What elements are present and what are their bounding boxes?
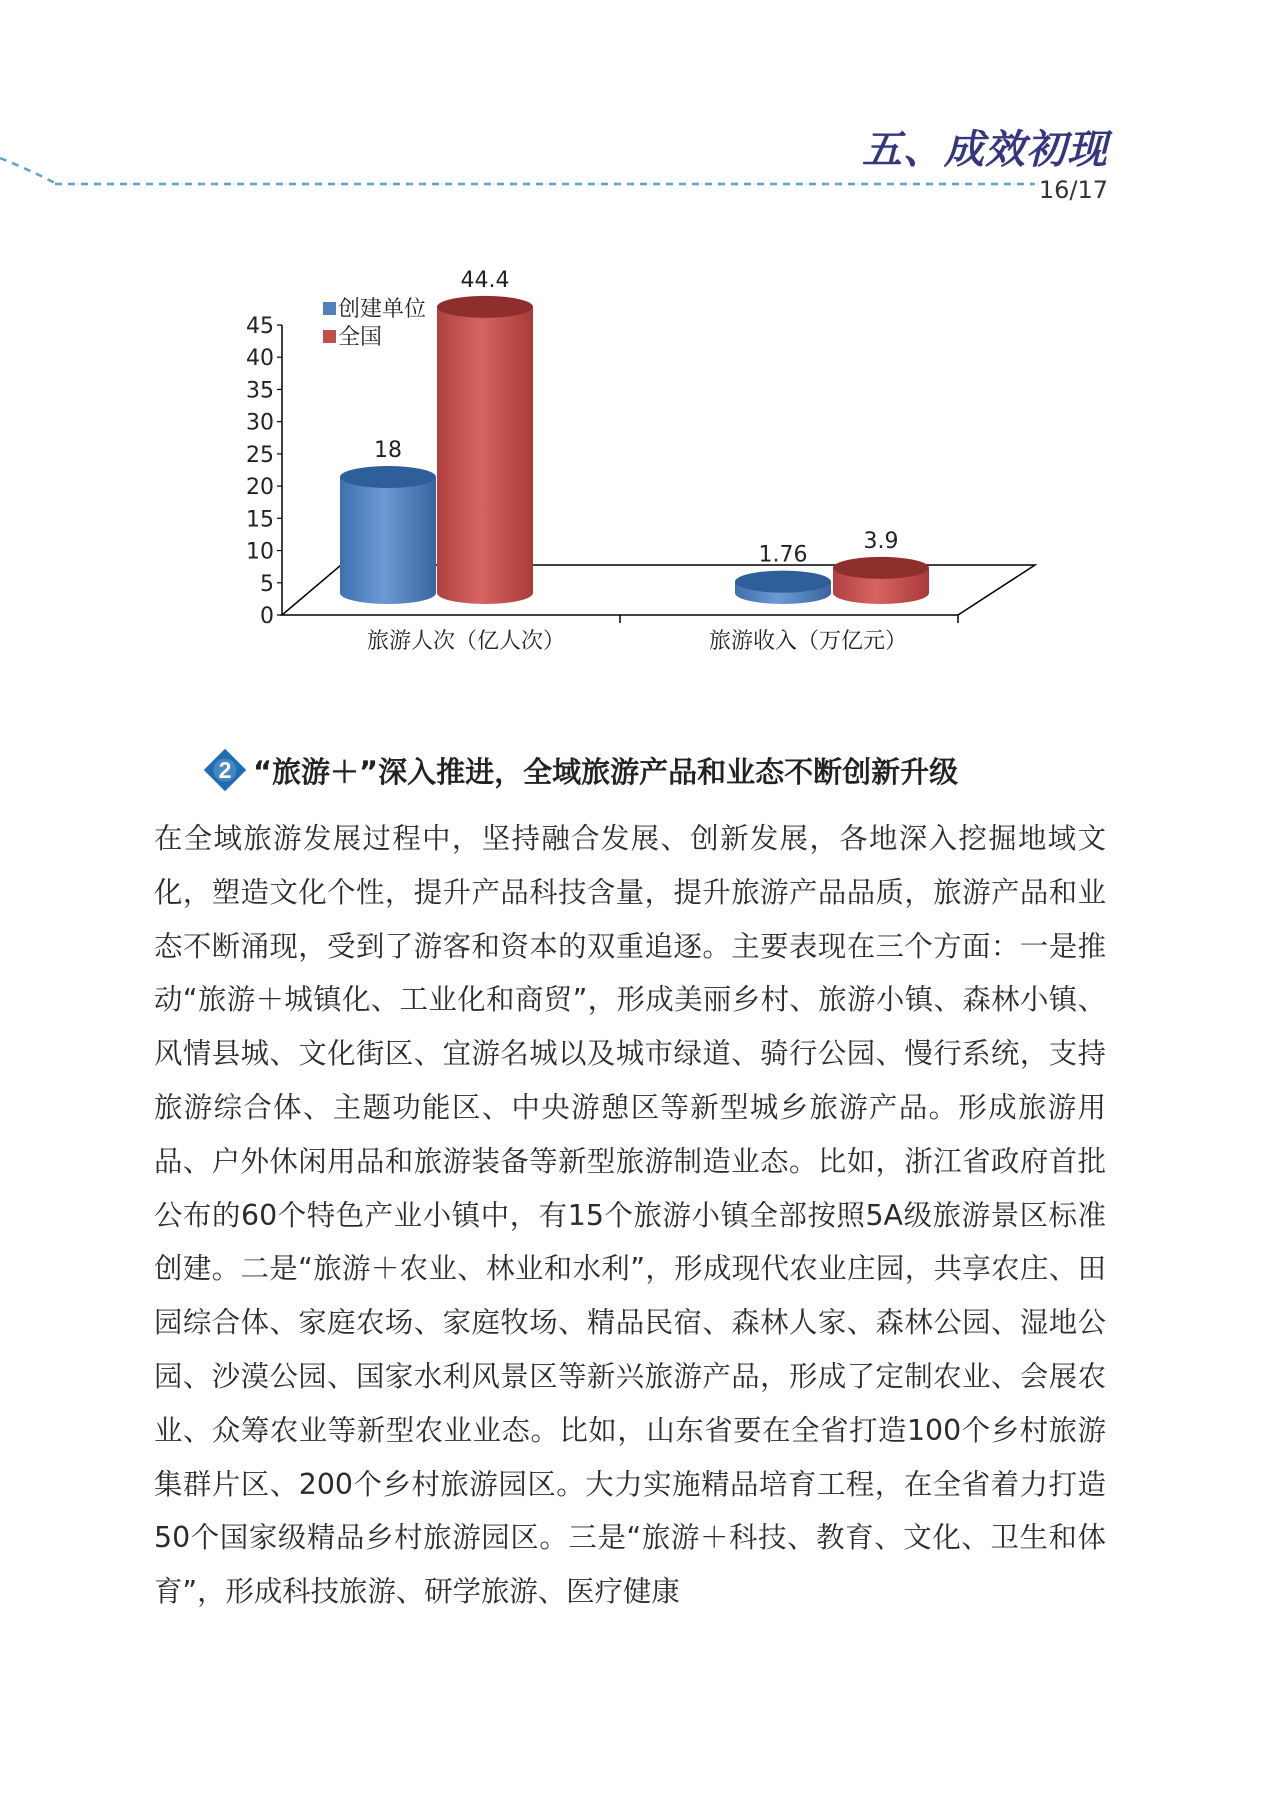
bar-top [340,466,436,488]
y-tick-label: 30 [246,410,274,436]
section-subheading [203,748,958,792]
y-tick-label: 35 [246,378,274,404]
y-tick-label: 5 [260,571,274,597]
section-heading: “旅游＋”深入推进，全域旅游产品和业态不断创新升级 [253,754,959,789]
x-tick-label: 旅游收入（万亿元） [708,629,908,654]
y-tick-label: 45 [246,314,274,339]
number-badge-icon [203,748,247,792]
bar-series2 [437,307,533,604]
y-tick-label: 20 [246,475,274,501]
data-label: 1.76 [758,542,808,568]
y-tick-label: 25 [246,442,274,468]
y-tick-label: 15 [246,507,274,533]
legend-label: 创建单位 [338,297,427,322]
page-number: 16/17 [1038,176,1108,204]
body-paragraph: 在全域旅游发展过程中，坚持融合发展、创新发展，各地深入挖掘地域文化，塑造文化个性，提升产品科技含量，提升旅游产品品质，旅游产品和业态不断涌现，受到了游客和资本的双重追逐。主要表现在三个方面：一是推动“旅游＋城镇化、工业化和商贸”，形成美丽乡村、旅游小镇、森林小镇、风情县城、文化街区、宜游名城以及城市绿道、骑行公园、慢行系统，支持旅游综合体、主题功能区、中央游憩区等新型城乡旅游产品。形成旅游用品、户外休闲用品和旅游装备等新型旅游制造业态。比如，浙江省政府首批公布的60个特色产业小镇中，有15个旅游小镇全部按照5A级旅游景区标准创建。二是“旅游＋农业、林业和水利”，形成现代农业庄园，共享农庄、田园综合体、家庭农场、家庭牧场、精品民宿、森林人家、森林公园、湿地公园、沙漠公园、国家水利风景区等新兴旅游产品，形成了定制农业、会展农业、众筹农业等新型农业业态。比如，山东省要在全省打造100个乡村旅游集群片区、200个乡村旅游园区。大力实施精品培育工程，在全省着力打造50个国家级精品乡村旅游园区。三是“旅游＋科技、教育、文化、卫生和体育”，形成科技旅游、研学旅游、医疗健康 [154,822,1106,1609]
x-tick-label: 旅游人次（亿人次） [366,629,566,654]
legend-swatch [323,330,336,343]
bar-top [833,557,929,579]
section-title: 五、成效初现 [862,127,1108,173]
y-tick-label: 10 [246,539,274,565]
data-label: 3.9 [863,528,899,554]
bar-series1 [340,477,436,604]
bar-top [437,296,533,318]
svg-text:2: 2 [218,757,232,783]
legend-swatch [323,302,336,315]
y-tick-label: 0 [260,604,274,629]
bar-top [735,571,831,593]
bar-chart [230,270,1050,670]
y-tick-label: 40 [246,346,274,372]
legend-label: 全国 [338,325,383,350]
data-label: 44.4 [460,270,510,293]
data-label: 18 [374,438,402,463]
